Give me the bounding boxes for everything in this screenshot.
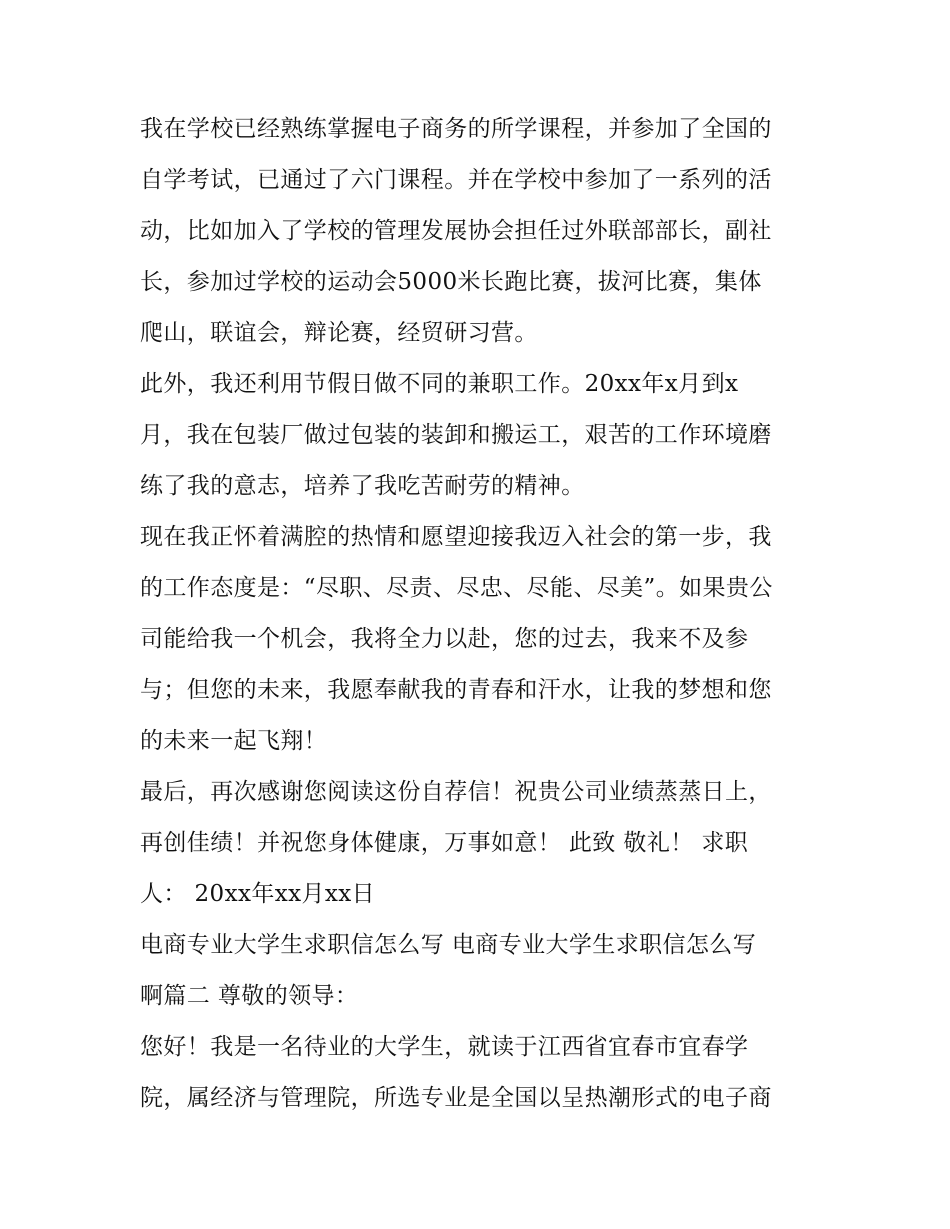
text-line: 司能给我一个机会，我将全力以赴，您的过去，我来不及参 [140,626,749,652]
text-line: 我在学校已经熟练掌握电子商务的所学课程，并参加了全国的 [140,116,772,142]
text-line: 动，比如加入了学校的管理发展协会担任过外联部部长，副社 [140,218,772,244]
text-line: 爬山，联谊会，辩论赛，经贸研习营。 [140,320,538,346]
text-line: 您好！我是一名待业的大学生，就读于江西省宜春市宜春学 [140,1034,749,1060]
text-line: 最后，再次感谢您阅读这份自荐信！祝贵公司业绩蒸蒸日上， [140,779,772,805]
paragraph-section-heading [140,920,812,1022]
text-line: 啊篇二 尊敬的领导： [140,983,359,1009]
text-line: 的工作态度是：“尽职、尽责、尽忠、尽能、尽美”。如果贵公 [140,575,773,601]
text-line: 此外，我还利用节假日做不同的兼职工作。20xx年x月到x [140,371,739,397]
text-line: 月，我在包装厂做过包装的装卸和搬运工，艰苦的工作环境磨 [140,422,772,448]
paragraph-introduction [140,1022,812,1124]
text-line: 的未来一起飞翔！ [140,728,328,754]
text-line: 长，参加过学校的运动会5000米长跑比赛，拔河比赛，集体 [140,269,762,295]
text-line: 现在我正怀着满腔的热情和愿望迎接我迈入社会的第一步，我 [140,524,772,550]
text-line: 人： 20xx年xx月xx日 [140,881,376,907]
document-body [140,104,812,1124]
paragraph-study-and-activities [140,104,812,359]
text-line: 与；但您的未来，我愿奉献我的青春和汗水，让我的梦想和您 [140,677,772,703]
text-line: 练了我的意志，培养了我吃苦耐劳的精神。 [140,473,585,499]
text-line: 自学考试，已通过了六门课程。并在学校中参加了一系列的活 [140,167,772,193]
paragraph-work-attitude [140,512,812,767]
text-line: 院，属经济与管理院，所选专业是全国以呈热潮形式的电子商 [140,1085,772,1111]
text-line: 再创佳绩！并祝您身体健康，万事如意！ 此致 敬礼！ 求职 [140,830,749,856]
text-line: 电商专业大学生求职信怎么写 电商专业大学生求职信怎么写 [140,932,757,958]
paragraph-part-time-work [140,359,812,512]
paragraph-closing [140,767,812,920]
